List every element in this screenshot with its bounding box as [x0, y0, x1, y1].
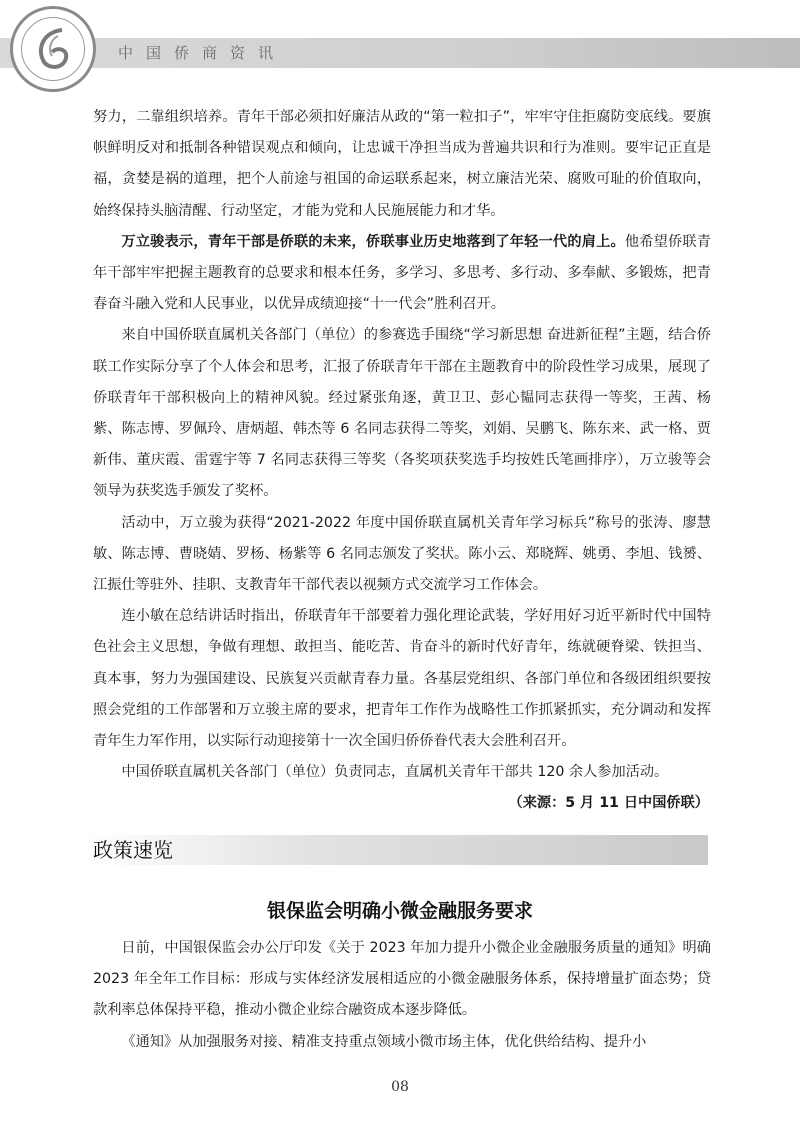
paragraph: 来自中国侨联直属机关各部门（单位）的参赛选手围绕“学习新思想 奋进新征程”主题，结合侨联工作实际分享了个人体会和思考，汇报了侨联青年干部在主题教育中的阶段性学习成果，展现了侨联青年干部积极向上的精神风貌。经过紧张角逐，黄卫卫、彭心韫同志获得一等奖，王茜、杨紫、陈志博、罗佩玲、唐炳超、韩杰等 6 名同志获得二等奖，刘娟、吴鹏飞、陈东来、武一格、贾新伟、董庆霞、雷霆宇等 7 名同志获得三等奖（各奖项获奖选手均按姓氏笔画排序），万立骏等会领导为获奖选手颁发了奖杯。 — [93, 327, 711, 500]
logo-swirl-icon — [22, 18, 84, 80]
article-body — [93, 933, 711, 1058]
logo-emblem-icon — [21, 17, 85, 81]
section-title: 政策速览 — [93, 838, 173, 862]
section-band — [82, 835, 708, 865]
paragraph: 日前，中国银保监会办公厅印发《关于 2023 年加力提升小微企业金融服务质量的通知》明确 2023 年全年工作目标：形成与实体经济发展相适应的小微金融服务体系，保持增量扩面态势；贷款利率总体保持平稳，推动小微企业综合融资成本逐步降低。 — [93, 940, 711, 1019]
paragraph: 万立骏表示，青年干部是侨联的未来，侨联事业历史地落到了年轻一代的肩上。他希望侨联青年干部牢牢把握主题教育的总要求和根本任务，多学习、多思考、多行动、多奉献、多锻炼，把青春奋斗融入党和人民事业，以优异成绩迎接“十一代会”胜利召开。 — [93, 233, 711, 313]
paragraph-lead-bold: 万立骏表示，青年干部是侨联的未来，侨联事业历史地落到了年轻一代的肩上。 — [121, 233, 625, 250]
paragraph: 中国侨联直属机关各部门（单位）负责同志，直属机关青年干部共 120 余人参加活动。 — [121, 764, 669, 781]
logo — [10, 6, 96, 92]
paragraph: 活动中，万立骏为获得“2021-2022 年度中国侨联直属机关青年学习标兵”称号的张涛、廖慧敏、陈志博、曹晓婧、罗杨、杨紫等 6 名同志颁发了奖状。陈小云、郑晓辉、姚勇、李旭、钱赟、江振仕等驻外、挂职、支教青年干部代表以视频方式交流学习工作体会。 — [93, 514, 711, 594]
paragraph: 连小敏在总结讲话时指出，侨联青年干部要着力强化理论武装，学好用好习近平新时代中国特色社会主义思想，争做有理想、敢担当、能吃苦、肯奋斗的新时代好青年，练就硬脊梁、铁担当、真本事，努力为强国建设、民族复兴贡献青春力量。各基层党组织、各部门单位和各级团组织要按照会党组的工作部署和万立骏主席的要求，把青年工作作为战略性工作抓紧抓实，充分调动和发挥青年生力军作用，以实际行动迎接第十一次全国归侨侨眷代表大会胜利召开。 — [93, 608, 711, 750]
article-source: （来源：5 月 11 日中国侨联） — [508, 795, 709, 812]
header-title: 中国侨商资讯 — [118, 44, 287, 62]
page-number: 08 — [391, 1079, 409, 1095]
paragraph: 努力，二靠组织培养。青年干部必须扣好廉洁从政的“第一粒扣子”，牢牢守住拒腐防变底线。要旗帜鲜明反对和抵制各种错误观点和倾向，让忠诚干净担当成为普遍共识和行为准则。要牢记正直是福，贪婪是祸的道理，把个人前途与祖国的命运联系起来，树立廉洁光荣、腐败可耻的价值取向，始终保持头脑清醒、行动坚定，才能为党和人民施展能力和才华。 — [93, 109, 711, 219]
article-title: 银保监会明确小微金融服务要求 — [266, 900, 533, 922]
article-continued — [93, 102, 711, 820]
paragraph: 《通知》从加强服务对接、精准支持重点领域小微市场主体，优化供给结构、提升小 — [121, 1033, 647, 1050]
